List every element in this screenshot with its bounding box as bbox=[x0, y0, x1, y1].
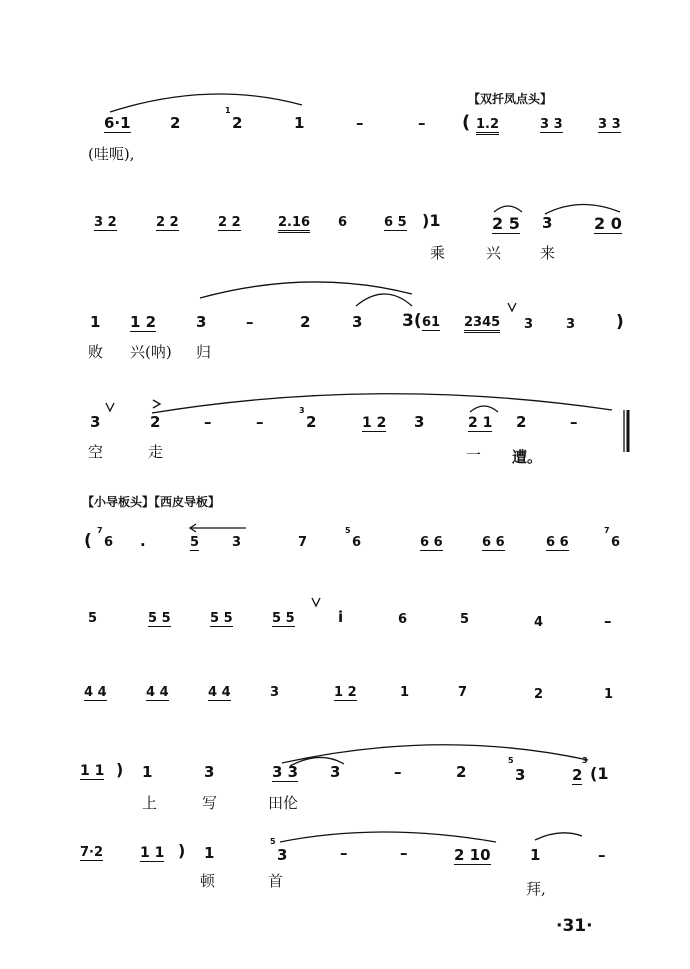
note: 1 1 bbox=[140, 845, 165, 861]
note: 6 bbox=[398, 612, 408, 627]
dash: – bbox=[418, 114, 426, 132]
note: )1 bbox=[422, 211, 441, 230]
note: 2 bbox=[300, 313, 311, 331]
lyric: 乘 bbox=[430, 244, 446, 262]
grace-note: 1 bbox=[225, 106, 231, 115]
note: 7 bbox=[458, 685, 468, 700]
note: 3 bbox=[524, 317, 534, 332]
slur-line-4b bbox=[470, 406, 498, 412]
note: 4 4 bbox=[146, 685, 169, 700]
dash: – bbox=[604, 612, 612, 630]
lyric: 归 bbox=[196, 343, 212, 361]
lyric: 兴 bbox=[486, 244, 502, 262]
dash: – bbox=[204, 413, 212, 431]
note: 2 2 bbox=[218, 215, 241, 230]
note: 6 5 bbox=[384, 215, 407, 230]
breath-mark-3 bbox=[508, 303, 516, 311]
note: 3 bbox=[270, 685, 280, 700]
breath-mark-4 bbox=[106, 403, 114, 411]
note: 1 bbox=[604, 687, 614, 702]
note: 1 2 bbox=[362, 415, 387, 431]
note: (1 bbox=[590, 764, 609, 783]
grace-note: 3 bbox=[299, 406, 305, 415]
note: 6·1 bbox=[104, 114, 131, 132]
slur-line-3a bbox=[200, 282, 412, 298]
dot: . bbox=[140, 532, 146, 550]
note: 2 0 bbox=[594, 214, 622, 233]
note: 3 bbox=[277, 846, 288, 864]
lyric: 败 bbox=[88, 343, 104, 361]
note: 5 5 bbox=[272, 611, 295, 626]
grace-note: 5 bbox=[345, 526, 351, 535]
lyric: 兴(呐) bbox=[130, 343, 172, 361]
dash: – bbox=[394, 763, 402, 781]
note: 1 2 bbox=[334, 685, 357, 700]
grace-note: 3 bbox=[582, 756, 588, 765]
note: 6 6 bbox=[482, 535, 505, 550]
note: 3 bbox=[204, 763, 215, 781]
grace-note: 7 bbox=[97, 526, 103, 535]
note: 3 bbox=[196, 313, 207, 331]
note: 5 5 bbox=[148, 611, 171, 626]
note: 1 bbox=[142, 763, 153, 781]
lyric: (哇呃), bbox=[88, 145, 135, 163]
slur-line-2a bbox=[494, 206, 522, 212]
dash: – bbox=[400, 844, 408, 862]
note: 3 bbox=[232, 535, 242, 550]
note: 3 3 bbox=[272, 763, 299, 781]
grace-note: 7 bbox=[604, 526, 610, 535]
note: 2 2 bbox=[156, 215, 179, 230]
note: 2345 bbox=[464, 316, 500, 333]
note: 4 4 bbox=[84, 685, 107, 700]
note: 2 bbox=[306, 413, 317, 431]
lyric: 拜, bbox=[526, 880, 546, 898]
section-label-shuangqian: 【双扦凤点头】 bbox=[468, 92, 553, 106]
note: i bbox=[338, 608, 344, 626]
accent-mark-4 bbox=[153, 400, 160, 408]
section-label-daoban: 【小导板头】【西皮导板】 bbox=[82, 495, 221, 509]
note: 3 3 bbox=[540, 117, 563, 132]
note: 6 bbox=[611, 535, 621, 550]
lyric: 一 bbox=[466, 446, 482, 464]
dash: – bbox=[598, 846, 606, 864]
slur-line-9a bbox=[280, 832, 496, 842]
slur-line-9b bbox=[535, 833, 582, 840]
lyric: 来 bbox=[540, 244, 556, 262]
slur-line-8a bbox=[282, 745, 588, 763]
note: 1 bbox=[294, 114, 305, 132]
lyric: 首 bbox=[268, 872, 284, 890]
note: 7 bbox=[298, 535, 308, 550]
dash: – bbox=[256, 413, 264, 431]
paren: ) bbox=[116, 760, 124, 779]
note: 1 2 bbox=[130, 313, 157, 331]
lyric: 遭。 bbox=[512, 448, 543, 466]
paren: ) bbox=[178, 841, 186, 860]
lyric: 写 bbox=[202, 794, 218, 812]
note: 3 bbox=[414, 413, 425, 431]
grace-note: 5 bbox=[508, 756, 514, 765]
note: 6 bbox=[338, 215, 348, 230]
dash: – bbox=[570, 413, 578, 431]
note: 2 1 bbox=[468, 415, 493, 431]
note: 2 bbox=[534, 687, 544, 702]
grace-note: 5 bbox=[270, 837, 276, 846]
lyric: 顿 bbox=[200, 872, 216, 890]
slur-line-1 bbox=[110, 94, 302, 112]
note: 5 bbox=[88, 611, 98, 626]
note: 3 bbox=[352, 313, 363, 331]
note: 3 2 bbox=[94, 215, 117, 230]
breath-mark-6 bbox=[312, 598, 320, 606]
note: 6 bbox=[104, 535, 114, 550]
dash: – bbox=[340, 844, 348, 862]
note: 6 6 bbox=[546, 535, 569, 550]
note: 2.16 bbox=[278, 216, 310, 233]
note: 6 6 bbox=[420, 535, 443, 550]
note: 3 bbox=[90, 413, 101, 431]
paren: ) bbox=[616, 312, 624, 332]
note: 2 5 bbox=[492, 214, 520, 233]
note: 61 bbox=[422, 315, 441, 330]
dash: – bbox=[246, 313, 254, 331]
note: 2 bbox=[456, 763, 467, 781]
lyric: 上 bbox=[142, 794, 158, 812]
dash: – bbox=[356, 114, 364, 132]
note: 2 bbox=[170, 114, 181, 132]
page-number: ·31· bbox=[556, 916, 593, 936]
note: 4 4 bbox=[208, 685, 231, 700]
note: 2 bbox=[150, 413, 161, 431]
note: 1 bbox=[204, 844, 215, 862]
note: 2 10 bbox=[454, 846, 491, 864]
slur-line-3b bbox=[356, 294, 412, 306]
lyric: 空 bbox=[88, 443, 104, 461]
note: 7·2 bbox=[80, 845, 104, 860]
slur-line-4a bbox=[152, 394, 612, 413]
note: 3 bbox=[542, 214, 553, 232]
note: 2 bbox=[572, 766, 583, 784]
note: 2 bbox=[232, 114, 243, 132]
note: 4 bbox=[534, 615, 544, 630]
note: 1 bbox=[400, 685, 410, 700]
paren: ( bbox=[462, 112, 471, 133]
lyric: 走 bbox=[148, 443, 164, 461]
note: 5 5 bbox=[210, 611, 233, 626]
lyric: 田伦 bbox=[268, 794, 299, 812]
note: 2 bbox=[516, 413, 527, 431]
note: 5 bbox=[460, 612, 470, 627]
note: 1 bbox=[530, 846, 541, 864]
note: 3 3 bbox=[598, 117, 621, 132]
note: 5 bbox=[190, 535, 200, 550]
note: 1 bbox=[90, 313, 101, 331]
paren: ( bbox=[84, 531, 92, 551]
arrow-head-5 bbox=[190, 524, 196, 532]
slur-line-2b bbox=[545, 204, 620, 214]
note: 3 bbox=[515, 766, 526, 784]
note: 3( bbox=[402, 311, 422, 331]
note: 1 1 bbox=[80, 763, 105, 779]
note: 3 bbox=[330, 763, 341, 781]
note: 3 bbox=[566, 317, 576, 332]
note: 1.2 bbox=[476, 118, 499, 135]
note: 6 bbox=[352, 535, 362, 550]
